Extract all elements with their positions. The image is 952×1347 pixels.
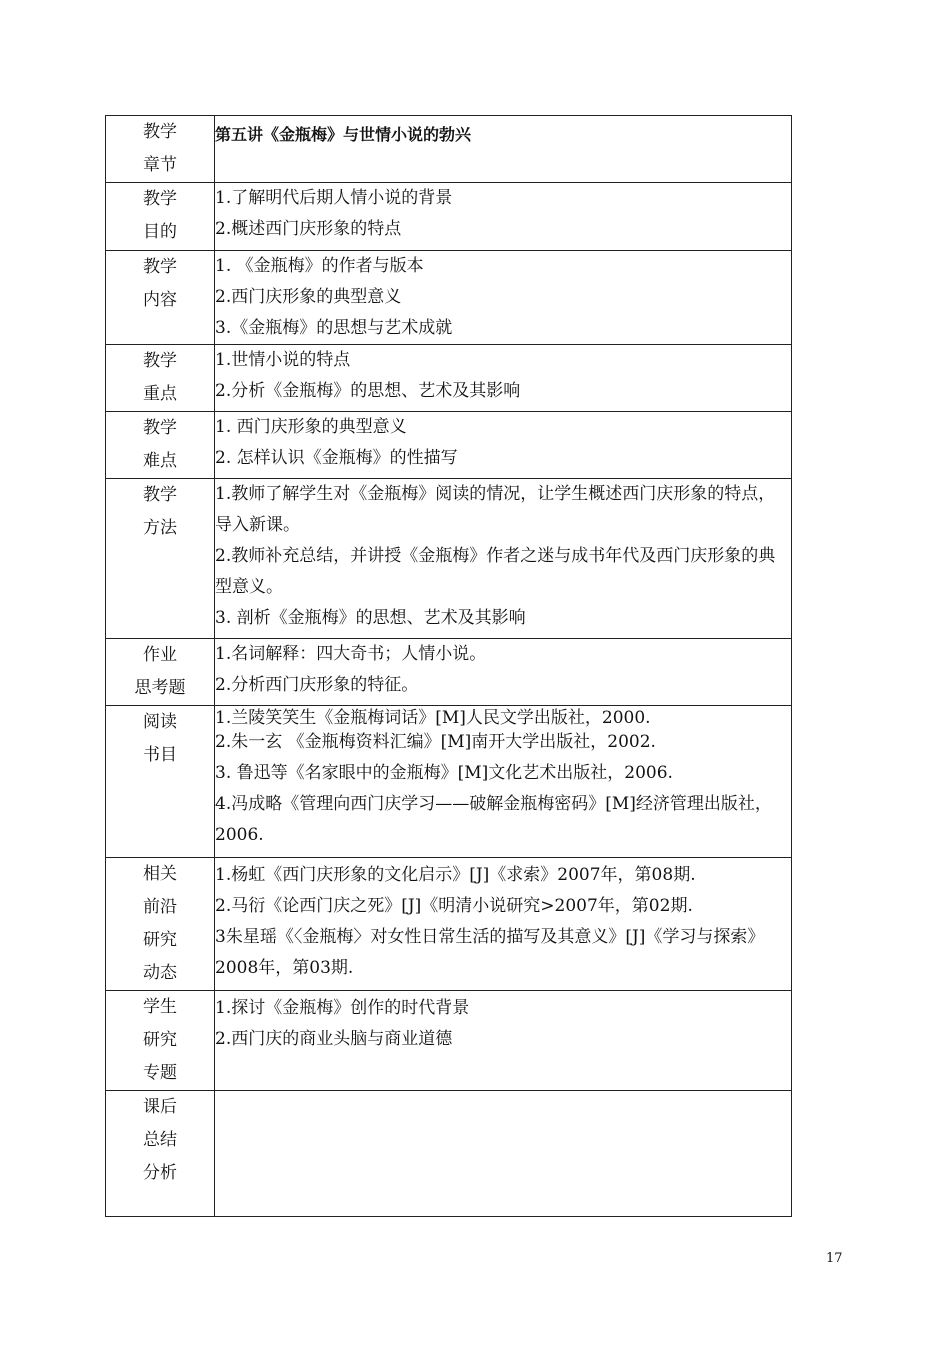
page-number: 17 xyxy=(826,1251,843,1266)
row-content xyxy=(215,991,792,1091)
content-line: 1.兰陵笑笑生《金瓶梅词话》[M]人民文学出版社，2000. xyxy=(215,708,651,728)
content-line: 4.冯成略《管理向西门庆学习——破解金瓶梅密码》[M]经济管理出版社，2006. xyxy=(215,794,772,845)
row-content xyxy=(215,412,792,479)
summary-content xyxy=(215,1091,792,1217)
content-line: 3. 鲁迅等《名家眼中的金瓶梅》[M]文化艺术出版社，2006. xyxy=(215,763,673,783)
label-line: 研究 xyxy=(143,1030,177,1050)
content-line: 1. 《金瓶梅》的作者与版本 xyxy=(215,256,424,276)
label-line: 动态 xyxy=(143,963,177,983)
content-line: 1. 西门庆形象的典型意义 xyxy=(215,417,407,437)
label-line: 教学 xyxy=(143,418,177,438)
row-label xyxy=(106,412,215,479)
table-row xyxy=(106,858,792,991)
label-line: 阅读 xyxy=(143,712,177,732)
label-line: 教学 xyxy=(143,189,177,209)
row-label xyxy=(106,183,215,251)
content-line: 1.教师了解学生对《金瓶梅》阅读的情况，让学生概述西门庆形象的特点，导入新课。 xyxy=(215,484,776,535)
content-line: 2. 怎样认识《金瓶梅》的性描写 xyxy=(215,448,458,468)
content-line: 2.分析《金瓶梅》的思想、艺术及其影响 xyxy=(215,381,521,401)
label-line: 书目 xyxy=(143,745,177,765)
label-line: 学生 xyxy=(143,997,177,1017)
row-label xyxy=(106,706,215,858)
label-line: 思考题 xyxy=(134,678,186,698)
table-row xyxy=(106,479,792,639)
label-line: 研究 xyxy=(143,930,177,950)
label-line: 目的 xyxy=(143,222,177,242)
label-line: 前沿 xyxy=(143,897,177,917)
table-row xyxy=(106,251,792,345)
content-line: 1.名词解释：四大奇书；人情小说。 xyxy=(215,644,487,664)
content-line: 2.马衍《论西门庆之死》[J]《明清小说研究>2007年，第02期. xyxy=(215,896,693,916)
row-label xyxy=(106,116,215,183)
label-line: 教学 xyxy=(143,351,177,371)
row-content xyxy=(215,116,792,183)
label-line: 教学 xyxy=(143,257,177,277)
label-line: 内容 xyxy=(143,290,177,310)
label-line: 重点 xyxy=(143,384,177,404)
table-row xyxy=(106,706,792,858)
label-line: 总结 xyxy=(143,1130,177,1150)
table-row xyxy=(106,183,792,251)
content-line: 1.杨虹《西门庆形象的文化启示》[J]《求索》2007年，第08期. xyxy=(215,865,696,885)
content-line: 2.分析西门庆形象的特征。 xyxy=(215,675,419,695)
label-line: 教学 xyxy=(143,122,177,142)
label-line: 分析 xyxy=(143,1163,177,1183)
chapter-title: 第五讲《金瓶梅》与世情小说的勃兴 xyxy=(215,125,472,144)
row-label xyxy=(106,479,215,639)
row-content xyxy=(215,706,792,858)
label-line: 章节 xyxy=(143,155,177,175)
row-content xyxy=(215,858,792,991)
content-line: 3. 剖析《金瓶梅》的思想、艺术及其影响 xyxy=(215,608,526,628)
content-line: 2.西门庆的商业头脑与商业道德 xyxy=(215,1029,453,1049)
table-row xyxy=(106,345,792,412)
label-line: 专题 xyxy=(143,1063,177,1083)
label-line: 作业 xyxy=(143,645,177,665)
content-line: 2.西门庆形象的典型意义 xyxy=(215,287,402,307)
table-row xyxy=(106,991,792,1091)
row-content xyxy=(215,639,792,706)
label-line: 难点 xyxy=(143,451,177,471)
row-label xyxy=(106,1091,215,1217)
row-label xyxy=(106,345,215,412)
row-label xyxy=(106,251,215,345)
label-line: 相关 xyxy=(143,864,177,884)
content-line: 2.朱一玄 《金瓶梅资料汇编》[M]南开大学出版社，2002. xyxy=(215,732,656,752)
content-line: 3朱星瑶《〈金瓶梅〉对女性日常生活的描写及其意义》[J]《学习与探索》2008年，第03期. xyxy=(215,927,765,978)
row-label xyxy=(106,858,215,991)
content-line: 1.探讨《金瓶梅》创作的时代背景 xyxy=(215,998,470,1018)
table-row xyxy=(106,412,792,479)
content-line: 1.了解明代后期人情小说的背景 xyxy=(215,188,453,208)
table-row xyxy=(106,639,792,706)
row-content xyxy=(215,479,792,639)
label-line: 课后 xyxy=(143,1097,177,1117)
content-line: 3.《金瓶梅》的思想与艺术成就 xyxy=(215,318,453,338)
row-content xyxy=(215,251,792,345)
lesson-plan-table xyxy=(105,115,792,1217)
label-line: 方法 xyxy=(143,518,177,538)
content-line: 2.概述西门庆形象的特点 xyxy=(215,219,402,239)
label-line: 教学 xyxy=(143,485,177,505)
content-line: 2.教师补充总结，并讲授《金瓶梅》作者之迷与成书年代及西门庆形象的典型意义。 xyxy=(215,546,776,597)
row-label xyxy=(106,991,215,1091)
table-row xyxy=(106,1091,792,1217)
row-content xyxy=(215,183,792,251)
content-line: 1.世情小说的特点 xyxy=(215,350,351,370)
table-row xyxy=(106,116,792,183)
row-content xyxy=(215,345,792,412)
row-label xyxy=(106,639,215,706)
